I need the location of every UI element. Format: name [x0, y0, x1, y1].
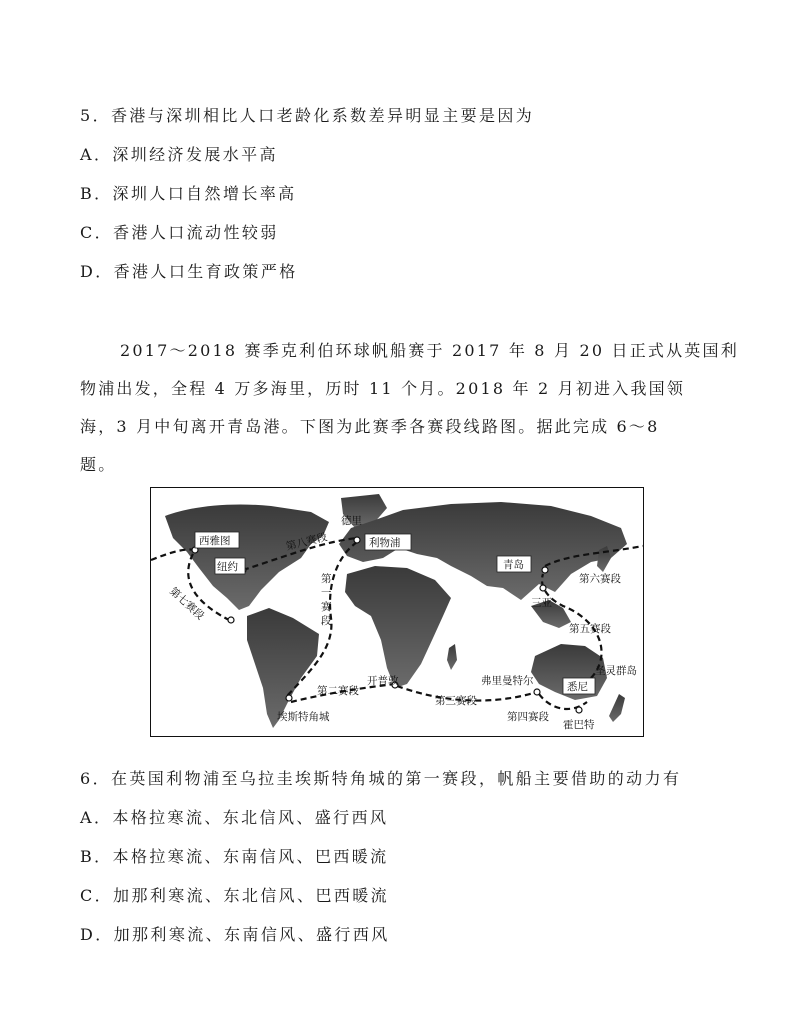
label-sydney [563, 678, 595, 694]
label-fremantle: 弗里曼特尔 [481, 675, 534, 687]
q6-option-d: D．加那利寒流、东南信风、盛行西风 [80, 925, 390, 944]
north-america-shape [165, 504, 329, 610]
label-hobart: 霍巴特 [563, 719, 595, 731]
leg7-label: 第七赛段 [166, 585, 207, 623]
q5-option-b: B．深圳人口自然增长率高 [80, 184, 297, 203]
q5-option-a: A．深圳经济发展水平高 [80, 145, 278, 164]
label-newyork [215, 558, 245, 574]
leg1-label-1: 第 [321, 573, 332, 585]
leg1-label-2: 一 [321, 587, 332, 599]
madagascar-shape [447, 644, 457, 670]
label-seattle [195, 532, 239, 548]
q6-stem: 6．在英国利物浦至乌拉圭埃斯特角城的第一赛段，帆船主要借助的动力有 [80, 769, 682, 788]
leg5-label: 第五赛段 [569, 623, 611, 635]
leg4-label: 第四赛段 [507, 711, 549, 723]
port-panama [228, 617, 234, 623]
label-sydney-text: 悉尼 [567, 681, 588, 693]
q6-option-a: A．本格拉寒流、东北信风、盛行西风 [80, 808, 389, 827]
route-map [150, 487, 644, 737]
label-qingdao [497, 556, 531, 572]
passage-line-3: 海，3 月中旬离开青岛港。下图为此赛季各赛段线路图。据此完成 6～8 [80, 417, 660, 436]
label-punta: 埃斯特角城 [277, 711, 330, 723]
port-qingdao [542, 567, 548, 573]
label-liverpool-text: 利物浦 [369, 537, 401, 549]
label-derry: 德里 [341, 515, 362, 527]
passage-line-2: 物浦出发，全程 4 万多海里，历时 11 个月。2018 年 2 月初进入我国领 [80, 379, 686, 398]
leg1-label-3: 赛 [321, 601, 332, 613]
port-derry [354, 537, 360, 543]
q6-option-b: B．本格拉寒流、东南信风、巴西暖流 [80, 847, 389, 866]
leg1-label-4: 段 [321, 615, 332, 627]
q5-option-c: C．香港人口流动性较弱 [80, 223, 279, 242]
new-zealand-shape [609, 694, 625, 722]
label-qingdao-text: 青岛 [503, 559, 524, 571]
leg8-label: 第八赛段 [284, 531, 329, 553]
q5-stem: 5．香港与深圳相比人口老龄化系数差异明显主要是因为 [80, 106, 535, 125]
africa-shape [345, 566, 451, 688]
port-sanya [540, 585, 546, 591]
label-whitsunday: 圣灵群岛 [595, 665, 637, 677]
q6-option-c: C．加那利寒流、东北信风、巴西暖流 [80, 886, 390, 905]
port-fremantle [534, 689, 540, 695]
label-seattle-text: 西雅图 [199, 535, 231, 547]
port-punta [286, 695, 292, 701]
leg6-label: 第六赛段 [579, 573, 621, 585]
world-map-svg [151, 488, 643, 736]
leg2-label: 第二赛段 [317, 685, 359, 697]
passage-line-4: 题。 [80, 455, 117, 474]
q5-option-d: D．香港人口生育政策严格 [80, 262, 298, 281]
label-liverpool [365, 534, 411, 550]
port-hobart [576, 707, 582, 713]
label-capetown: 开普敦 [367, 675, 399, 687]
label-newyork-text: 纽约 [217, 561, 238, 573]
passage-line-1: 2017～2018 赛季克利伯环球帆船赛于 2017 年 8 月 20 日正式从英国利 [120, 341, 739, 360]
leg3-label: 第三赛段 [435, 695, 477, 707]
label-sanya: 三亚 [531, 597, 552, 609]
south-america-shape [247, 608, 319, 728]
